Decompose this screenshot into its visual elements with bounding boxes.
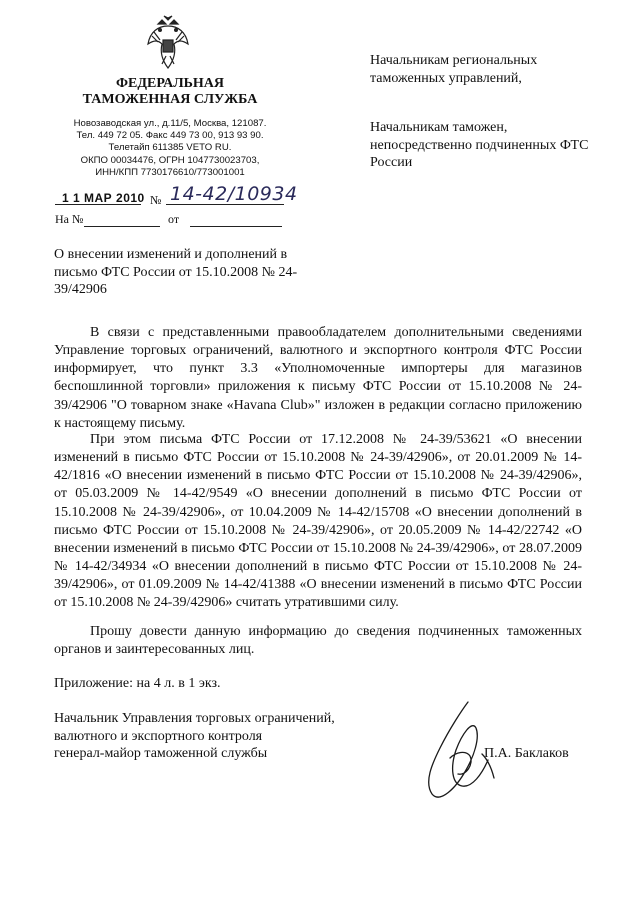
- org-name: ФЕДЕРАЛЬНАЯ: [115, 76, 224, 91]
- attachment-note: Приложение: на 4 л. в 1 экз.: [54, 676, 221, 691]
- registration-number: 14-42/10934: [170, 183, 298, 205]
- contact-line: ОКПО 00034476, ОГРН 1047730023703,: [80, 154, 260, 166]
- registration-number-underline: [166, 204, 284, 205]
- reference-number-label: На №: [55, 212, 84, 226]
- registration-number-label: №: [150, 193, 162, 207]
- contact-line: Телетайп 611385 VETO RU.: [108, 142, 232, 154]
- contact-line: ИНН/КПП 7730176610/773001001: [95, 166, 245, 178]
- paragraph-text: При этом письма ФТС России от 17.12.2008 № 24-39/53621 «О внесении изменений в письмо ФТС России от 15.10.2008 № 24-39/42906», от 20.01.2009 № 14-42/1816 «О внесении изменений в письмо ФТС России от 15.10.2008 № 24-39/42906», от 05.03.2009 № 14-42/9549 «О внесении дополнений в письмо ФТС России от 15.10.2008 № 24-39/42906», от 10.04.2009 № 14-42/15708 «О внесении дополнений в письмо ФТС России от 15.10.2008 № 24-39/42906», от 20.05.2009 № 14-42/22742 «О внесении изменений в письмо ФТС России от 15.10.2008 № 24-39/42906», от 28.07.2009 № 14-42/34934 «О внесении дополнений в письмо ФТС России от 15.10.2008 № 24-39/42906», от 01.09.2009 № 14-42/41388 «О внесении изменений в письмо ФТС России от 15.10.2008 № 24-39/42906» считать утратившими силу.: [54, 432, 582, 611]
- paragraph-text: Прошу довести данную информацию до сведения подчиненных таможенных органов и заинтересованных лиц.: [54, 624, 582, 658]
- body-paragraph: [54, 324, 582, 433]
- body-paragraph: [54, 623, 582, 659]
- signer-position-line: генерал-майор таможенной службы: [54, 746, 268, 761]
- registration-date: 1 1 МАР 2010: [62, 191, 145, 205]
- contact-line: Новозаводская ул., д.11/5, Москва, 121087.: [73, 118, 267, 129]
- contact-line: Тел. 449 72 05. Факс 449 73 00, 913 93 90.: [76, 130, 264, 142]
- signer-position-line: Начальник Управления торговых ограничений,: [54, 711, 335, 726]
- registration-date-underline: [55, 204, 141, 205]
- reference-number-field: [84, 226, 160, 227]
- signer-position-line: валютного и экспортного контроля: [54, 728, 263, 744]
- addressee: Начальникам региональных таможенных управлений,: [370, 53, 538, 86]
- reference-date-label: от: [168, 212, 180, 226]
- reference-date-field: [190, 226, 282, 227]
- letter-subject: О внесении изменений и дополнений в письмо ФТС России от 15.10.2008 № 24-39/42906: [54, 247, 298, 297]
- signer-name: П.А. Баклаков: [484, 746, 569, 761]
- coat-of-arms-icon: [144, 14, 192, 72]
- signer-position: [54, 710, 374, 763]
- org-contacts: [50, 118, 290, 179]
- paragraph-text: В связи с представленными правообладателем дополнительными сведениями Управление торговых ограничений, валютного и экспортного контроля ФТС России информирует, что пункт 3.3 «Уполномоченные импортеры для магазинов беспошлинной торговли» приложения к письму ФТС России от 15.10.2008 № 24-39/42906 "О товарном знаке «Havana Club»" изложен в редакции согласно приложению к настоящему письму.: [54, 325, 582, 431]
- org-name: ТАМОЖЕННАЯ СЛУЖБА: [82, 92, 258, 107]
- addressee: Начальникам таможен, непосредственно подчиненных ФТС России: [370, 120, 589, 170]
- body-paragraph: [54, 431, 582, 613]
